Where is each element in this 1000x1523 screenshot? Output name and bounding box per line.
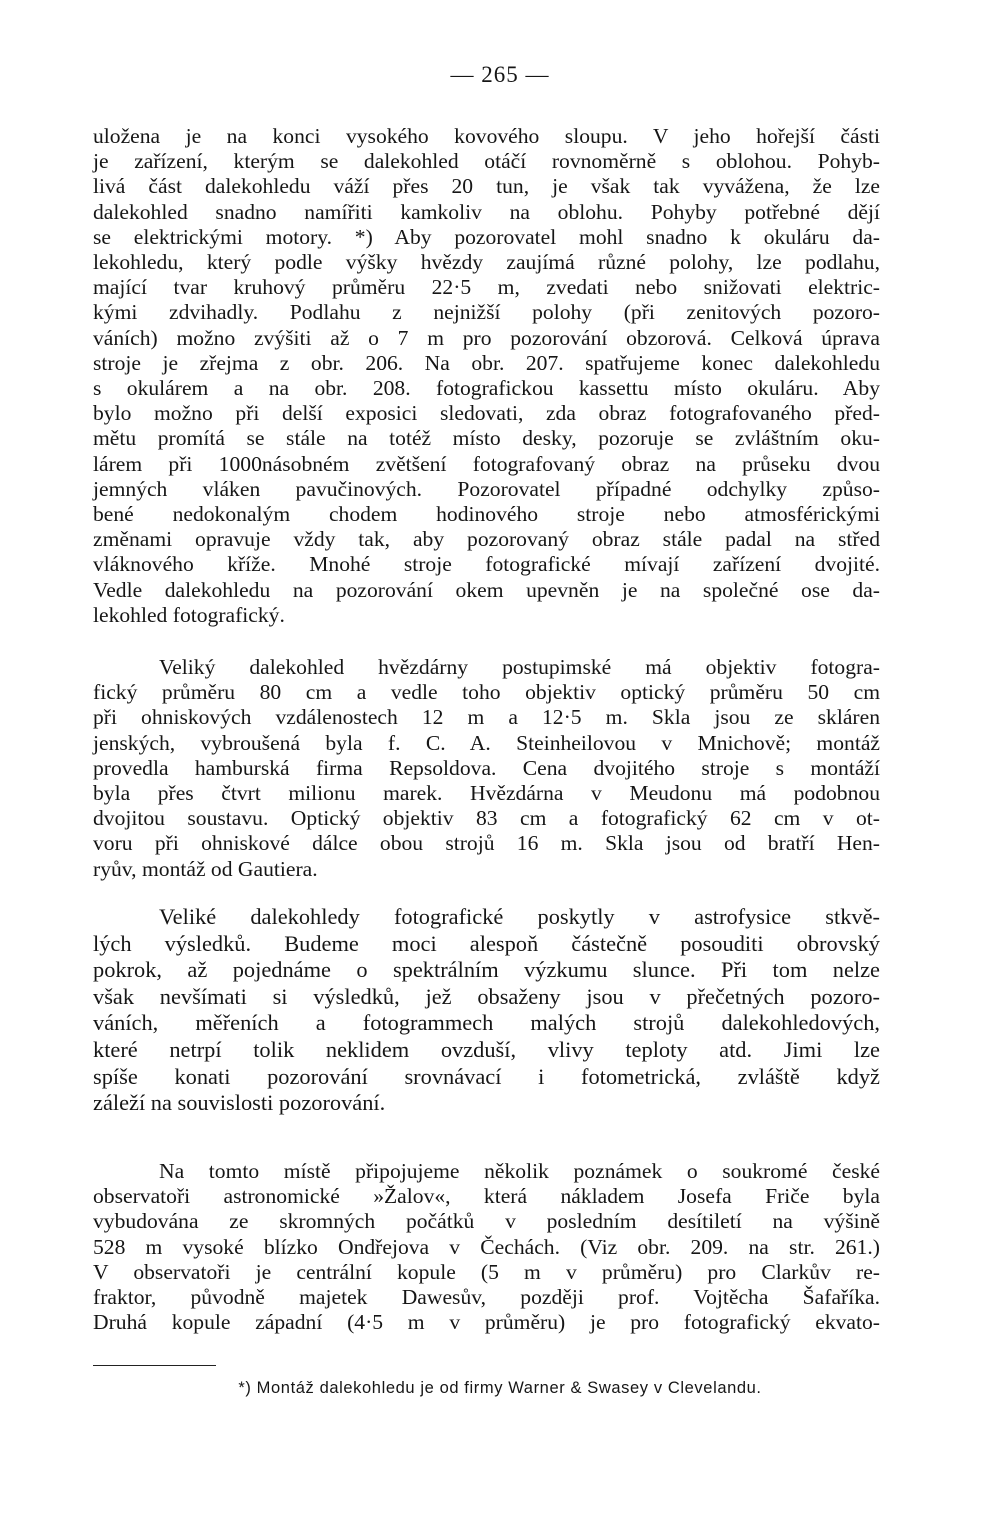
text-line: jenských, vybroušená byla f. C. A. Steinheilovou v Mnichově; montáž (93, 730, 880, 755)
footnote: *) Montáž dalekohledu je od firmy Warner & Swasey v Clevelandu. (238, 1379, 762, 1397)
text-line: byla přes čtvrt milionu marek. Hvězdárna v Meudonu má podobnou (93, 781, 880, 806)
text-line: však nevšímati si výsledků, jež obsaženy jsou v přečetných pozoro- (93, 983, 880, 1009)
text-line: Veliké dalekohledy fotografické poskytly v astrofysice stkvě- (159, 904, 880, 929)
text-line: Na tomto místě připojujeme několik poznámek o soukromé české (159, 1159, 880, 1183)
text-line: spíše konati pozorování srovnávací i fotometrická, zvláště když (93, 1063, 880, 1089)
text-line: pokrok, až pojednáme o spektrálním výzkumu slunce. Při tom nelze (93, 957, 880, 983)
text-line: lekohled fotografický. (93, 602, 285, 627)
text-line: s okulárem a na obr. 208. fotografickou kassettu místo okuláru. Aby (93, 376, 880, 401)
text-line: 528 m vysoké blízko Ondřejova v Čechách. (Viz obr. 209. na str. 261.) (93, 1234, 880, 1259)
text-line: uložena je na konci vysokého kovového sloupu. V jeho hořejší části (93, 124, 880, 148)
text-line: záleží na souvislosti pozorování. (93, 1090, 386, 1116)
paragraph-zalov-observatory (93, 1159, 880, 1335)
text-line: bené nedokonalým chodem hodinového stroje nebo atmosférickými (93, 502, 880, 527)
text-line: mající tvar kruhový průměru 22·5 m, zvedati nebo snižovati elektric- (93, 275, 880, 300)
text-line: observatoři astronomické »Žalov«, která nákladem Josefa Friče byla (93, 1184, 880, 1209)
footnote-divider (93, 1365, 216, 1366)
text-line: které netrpí tolik neklidem ovzduší, vlivy teploty atd. Jimi lze (93, 1036, 880, 1062)
text-line: jemných vláken pavučinových. Pozorovatel případné odchylky způso- (93, 476, 880, 501)
text-line: V observatoři je centrální kopule (5 m v průměru) pro Clarkův re- (93, 1259, 880, 1284)
text-line: stroje je zřejma z obr. 206. Na obr. 207. spatřujeme konec dalekohledu (93, 350, 880, 375)
paragraph-telescope-mount (93, 124, 880, 628)
page-number: — 265 — (450, 62, 550, 87)
text-line: lekohledu, který podle výšky hvězdy zaujímá různé polohy, lze podlahu, (93, 250, 880, 275)
text-line: Vedle dalekohledu na pozorování okem upevněn je na společné ose da- (93, 577, 880, 602)
paragraph-astrophysics-results (93, 904, 880, 1117)
text-line: váních) možno zvýšiti až o 7 m pro pozorování obzorová. Celková úprava (93, 325, 880, 350)
text-line: ryův, montáž od Gautiera. (93, 856, 318, 881)
text-line: je zařízení, kterým se dalekohled otáčí rovnoměrně s oblohou. Pohyb- (93, 149, 880, 174)
text-line: mětu promítá se stále na totéž místo desky, pozoruje se zvláštním oku- (93, 426, 880, 451)
text-line: váních, měřeních a fotogrammech malých strojů dalekohledových, (93, 1010, 880, 1036)
text-line: livá část dalekohledu váží přes 20 tun, je však tak vyvážena, že lze (93, 174, 880, 199)
text-line: fraktor, původně majetek Dawesův, později prof. Vojtěcha Šafaříka. (93, 1285, 880, 1310)
text-line: lárem při 1000násobném zvětšení fotografovaný obraz na průseku dvou (93, 451, 880, 476)
text-line: voru při ohniskové dálce obou strojů 16 m. Skla jsou od bratří Hen- (93, 831, 880, 856)
text-line: fický průměru 80 cm a vedle toho objektiv optický průměru 50 cm (93, 680, 880, 705)
text-line: změnami opravuje vždy tak, aby pozorovaný obraz stále padal na střed (93, 527, 880, 552)
text-line: provedla hamburská firma Repsoldova. Cena dvojitého stroje s montáží (93, 755, 880, 780)
text-line: dvojitou soustavu. Optický objektiv 83 cm a fotografický 62 cm v ot- (93, 806, 880, 831)
text-line: vláknového kříže. Mnohé stroje fotografické mívají zařízení dvojité. (93, 552, 880, 577)
text-line: se elektrickými motory. *) Aby pozorovatel mohl snadno k okuláru da- (93, 224, 880, 249)
text-line: Veliký dalekohled hvězdárny postupimské má objektiv fotogra- (159, 655, 880, 679)
text-line: Druhá kopule západní (4·5 m v průměru) je pro fotografický ekvato- (93, 1310, 880, 1335)
text-line: lých výsledků. Budeme moci alespoň částečně posouditi obrovský (93, 930, 880, 956)
text-line: bylo možno při delší exposici sledovati, zda obraz fotografovaného před- (93, 401, 880, 426)
text-line: při ohniskových vzdálenostech 12 m a 12·5 m. Skla jsou ze skláren (93, 705, 880, 730)
text-line: kými zdvihadly. Podlahu z nejnižší polohy (při zenitových pozoro- (93, 300, 880, 325)
paragraph-potsdam-telescope (93, 655, 880, 882)
text-line: dalekohled snadno namířiti kamkoliv na oblohu. Pohyby potřebné dějí (93, 199, 880, 224)
text-line: vybudována ze skromných počátků v posledním desítiletí na výšině (93, 1209, 880, 1234)
